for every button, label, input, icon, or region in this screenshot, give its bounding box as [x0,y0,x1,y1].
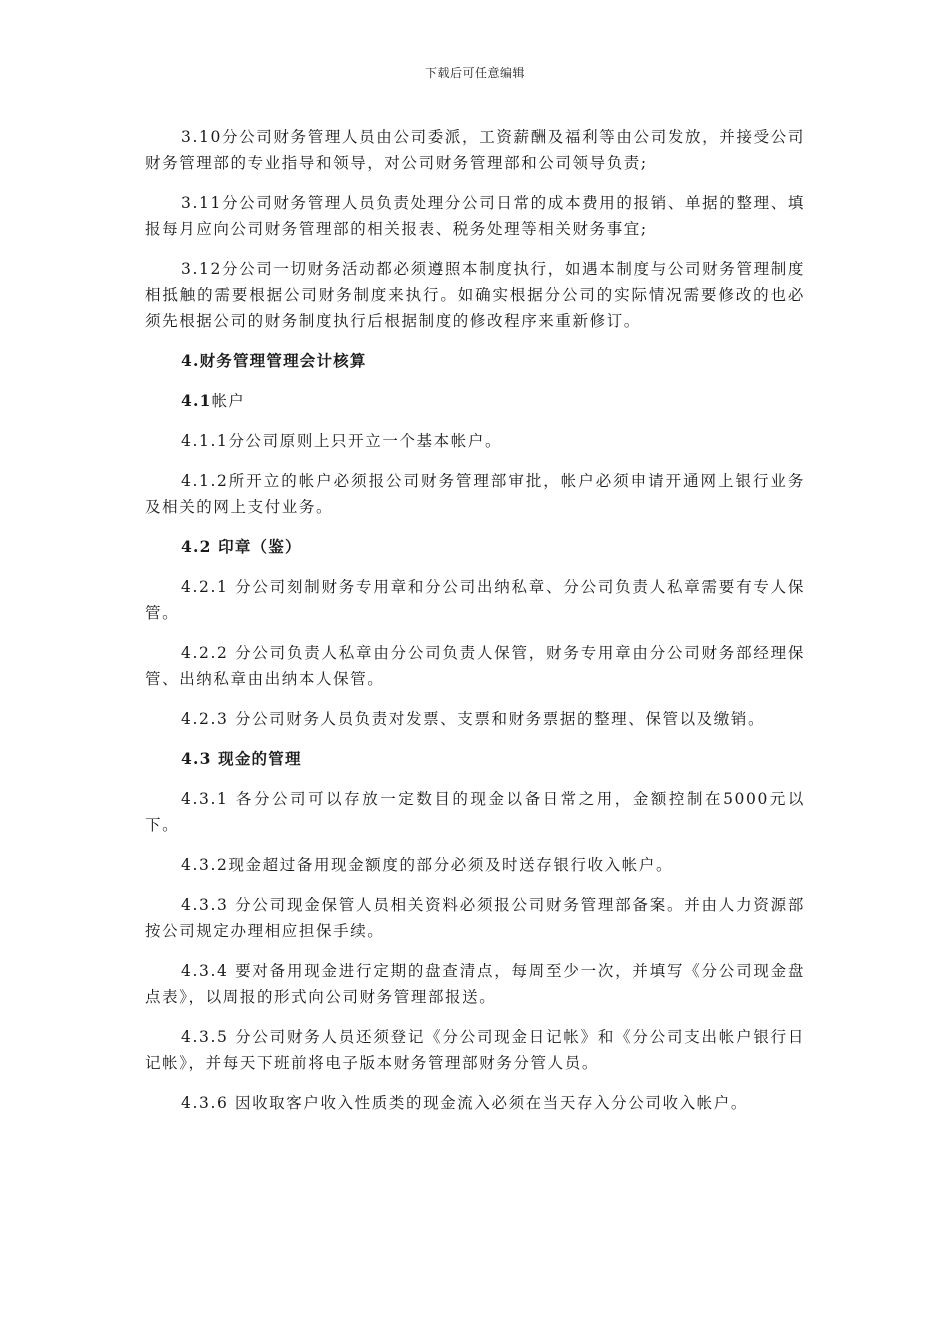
paragraph-4-3-3: 4.3.3 分公司现金保管人员相关资料必须报公司财务管理部备案。并由人力资源部按公司规定办理相应担保手续。 [145,896,805,940]
paragraph-4-3-4: 4.3.4 要对备用现金进行定期的盘查清点，每周至少一次，并填写《分公司现金盘点表》，以周报的形式向公司财务管理部报送。 [145,962,805,1006]
section-number-4-1: 4.1 [181,391,212,410]
paragraph-4-3-2: 4.3.2现金超过备用现金额度的部分必须及时送存银行收入帐户。 [181,856,674,874]
paragraph-4-3-6: 4.3.6 因收取客户收入性质类的现金流入必须在当天存入分公司收入帐户。 [181,1094,748,1112]
paragraph-4-3-5: 4.3.5 分公司财务人员还须登记《分公司现金日记帐》和《分公司支出帐户银行日记帐》，并每天下班前将电子版本财务管理部财务分管人员。 [145,1028,805,1072]
section-heading-4: 4.财务管理管理会计核算 [181,351,367,370]
paragraph-3-11: 3.11分公司财务管理人员负责处理分公司日常的成本费用的报销、单据的整理、填报每月应向公司财务管理部的相关报表、税务处理等相关财务事宜; [145,194,805,238]
section-title-4-1: 帐户 [211,392,245,410]
paragraph-4-2-1: 4.2.1 分公司刻制财务专用章和分公司出纳私章、分公司负责人私章需要有专人保管。 [145,578,805,622]
paragraph-3-10: 3.10分公司财务管理人员由公司委派，工资薪酬及福利等由公司发放，并接受公司财务管理部的专业指导和领导，对公司财务管理部和公司领导负责; [145,128,805,172]
paragraph-4-2-3: 4.2.3 分公司财务人员负责对发票、支票和财务票据的整理、保管以及缴销。 [181,710,766,728]
document-body [145,124,805,1130]
section-heading-4-1 [145,388,805,414]
paragraph-4-2-2: 4.2.2 分公司负责人私章由分公司负责人保管，财务专用章由分公司财务部经理保管、出纳私章由出纳本人保管。 [145,644,805,688]
page-header: 下载后可任意编辑 [424,66,525,80]
paragraph-3-12: 3.12分公司一切财务活动都必须遵照本制度执行，如遇本制度与公司财务管理制度相抵触的需要根据公司财务制度来执行。如确实根据分公司的实际情况需要修改的也必须先根据公司的财务制度执行后根据制度的修改程序来重新修订。 [145,260,805,330]
paragraph-4-1-1: 4.1.1分公司原则上只开立一个基本帐户。 [181,432,503,450]
paragraph-4-1-2: 4.1.2所开立的帐户必须报公司财务管理部审批，帐户必须申请开通网上银行业务及相关的网上支付业务。 [145,472,805,516]
paragraph-4-3-1: 4.3.1 各分公司可以存放一定数目的现金以备日常之用，金额控制在5000元以下。 [145,790,805,834]
section-heading-4-2: 4.2 印章（鉴） [181,537,302,556]
section-heading-4-3: 4.3 现金的管理 [181,749,302,768]
